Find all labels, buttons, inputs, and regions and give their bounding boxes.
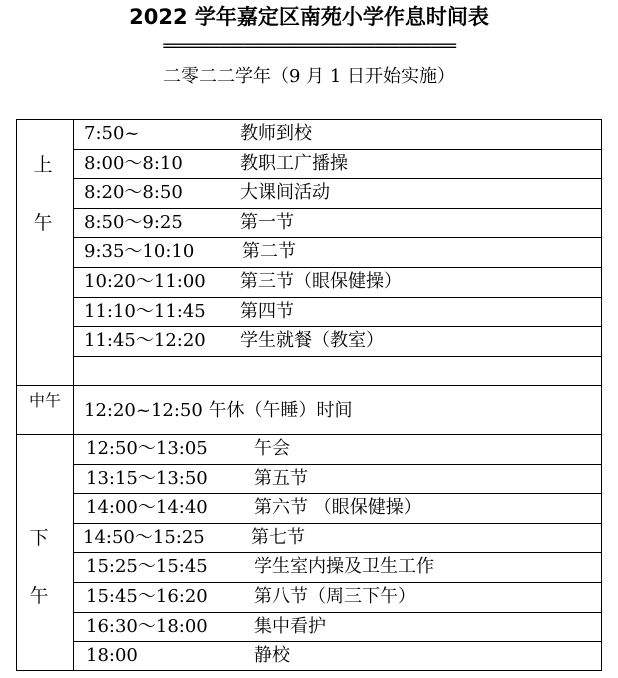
table-row — [74, 553, 601, 583]
row-time: 16:30～18:00 — [86, 615, 208, 637]
table-row — [74, 524, 601, 554]
row-time: 18:00 — [86, 645, 138, 667]
row-time: 14:00～14:40 — [86, 497, 208, 519]
table-row — [74, 583, 601, 613]
row-time: 15:25～15:45 — [86, 556, 208, 578]
table-row-empty — [74, 357, 601, 387]
row-time: 13:15～13:50 — [86, 467, 208, 489]
table-row — [74, 494, 601, 524]
row-activity: 教师到校 — [240, 123, 312, 144]
table-row — [74, 120, 601, 150]
row-time: 14:50～15:25 — [83, 526, 205, 548]
row-activity: 集中看护 — [254, 615, 326, 637]
row-activity: 大课间活动 — [240, 182, 330, 204]
table-row — [74, 642, 601, 672]
row-activity: 第四节 — [240, 300, 294, 322]
row-time: 8:20～8:50 — [84, 182, 183, 204]
row-time: 12:50～13:05 — [86, 438, 208, 459]
document-subtitle: 二零二二学年（9 月 1 日开始实施） — [162, 66, 456, 87]
table-row — [74, 435, 601, 465]
noon-text: 12:20~12:50 午休（午睡）时间 — [84, 400, 353, 421]
row-time: 8:50～9:25 — [84, 211, 183, 233]
row-activity: 第五节 — [254, 467, 308, 489]
row-time: 11:10～11:45 — [84, 300, 206, 322]
double-rule-divider: ==================================== — [162, 36, 456, 55]
row-activity: 第七节 — [251, 526, 305, 548]
row-activity: 第三节（眼保健操） — [240, 271, 402, 292]
table-row — [74, 327, 601, 357]
table-row — [74, 613, 601, 643]
row-activity: 教职工广播操 — [240, 152, 348, 174]
table-row — [74, 179, 601, 209]
row-time: 15:45～16:20 — [86, 586, 208, 607]
period-noon — [17, 386, 74, 435]
table-row — [74, 268, 601, 298]
row-activity: 静校 — [254, 645, 290, 667]
period-afternoon-label-top: 下 — [29, 527, 49, 549]
document-title: 2022 学年嘉定区南苑小学作息时间表 — [129, 5, 489, 29]
row-activity: 午会 — [254, 438, 290, 459]
period-morning-label-top: 上 — [33, 154, 53, 176]
period-noon-label: 中午 — [28, 391, 61, 410]
row-activity: 第一节 — [240, 211, 294, 233]
table-row — [74, 209, 601, 239]
schedule-table — [16, 119, 602, 671]
row-time: 10:20～11:00 — [84, 271, 206, 292]
period-morning — [17, 120, 74, 386]
row-time: 7:50~ — [84, 123, 140, 144]
row-activity: 第八节（周三下午） — [254, 586, 416, 607]
period-afternoon — [17, 435, 74, 671]
table-row — [74, 298, 601, 328]
table-row — [74, 465, 601, 495]
period-morning-label-bottom: 午 — [33, 212, 53, 234]
table-row — [74, 238, 601, 268]
row-activity: 第二节 — [242, 241, 296, 263]
row-time: 11:45～12:20 — [84, 330, 206, 352]
table-row — [74, 150, 601, 180]
row-time: 8:00～8:10 — [84, 152, 183, 174]
noon-row — [74, 386, 601, 435]
row-time: 9:35～10:10 — [84, 241, 195, 263]
row-activity: 第六节 （眼保健操） — [254, 497, 422, 519]
row-activity: 学生就餐（教室） — [240, 330, 384, 352]
row-activity: 学生室内操及卫生工作 — [254, 556, 434, 578]
period-afternoon-label-bottom: 午 — [29, 585, 49, 607]
